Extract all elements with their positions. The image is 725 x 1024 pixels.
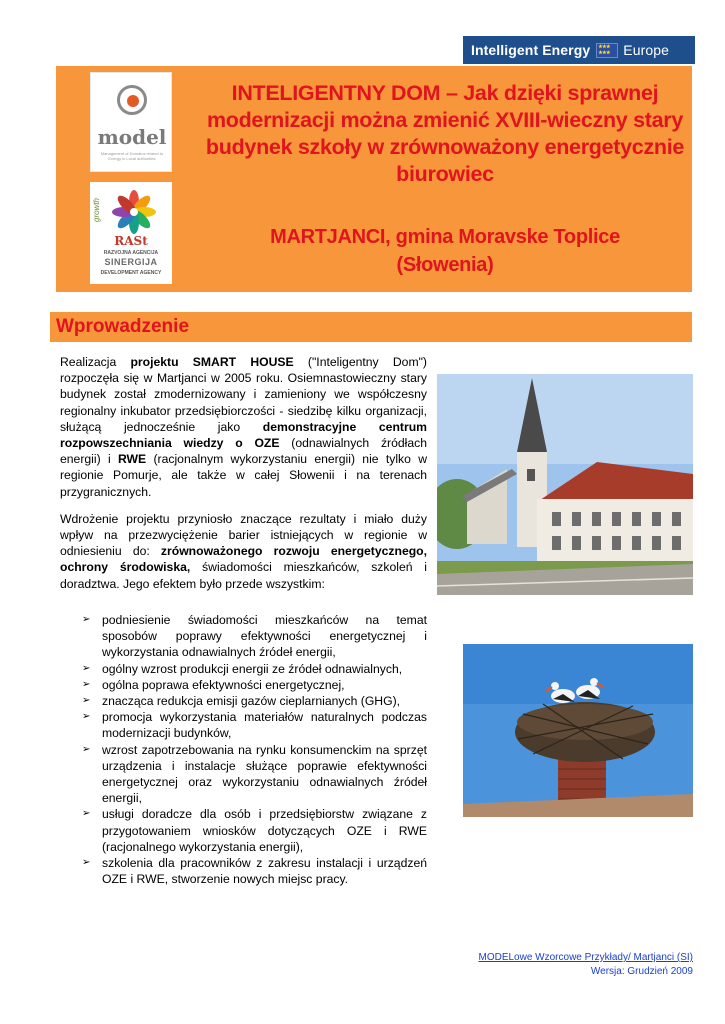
list-item xyxy=(82,709,427,741)
ras-flower-icon xyxy=(110,188,158,236)
ras-logo-name: RASt xyxy=(114,234,148,248)
list-item-text: usługi doradcze dla osób i przedsiębiorstw związane z przygotowaniem wniosków dotyczących OZE i RWE (racjonalnego wykorzystania energii), xyxy=(102,807,427,854)
list-item xyxy=(82,661,427,677)
sustainability-phrase: zrównoważonego rozwoju energetycznego, ochrony środowiska, xyxy=(60,544,427,575)
page-subtitle xyxy=(200,223,690,279)
intro-paragraph-1 xyxy=(60,354,427,500)
page-title: INTELIGENTNY DOM – Jak dzięki sprawnej modernizacji można zmienić XVIII-wieczny stary budynek szkoły w zrównoważony energetycznie biurowiec xyxy=(205,81,685,186)
model-logo xyxy=(90,72,172,172)
list-item xyxy=(82,677,427,693)
intro-text-run: ("Inteligentny Dom") rozpoczęła się w Martjanci w 2005 roku. Osiemnastowieczny stary budynek został zmodernizowany i zamieniony we współczesny regionalny inkubator przedsiębiorczości - siedzibę kilku organizacji, służącą jednocześnie jako xyxy=(60,355,427,434)
list-item-text: promocja wykorzystania materiałów naturalnych podczas modernizacji budynków, xyxy=(102,710,427,741)
list-item xyxy=(82,693,427,709)
model-logo-dot-icon xyxy=(127,95,139,107)
model-logo-word: model xyxy=(97,125,167,149)
list-item xyxy=(82,855,427,887)
list-item xyxy=(82,612,427,661)
ras-logo-growth: growth xyxy=(92,197,101,222)
list-item xyxy=(82,806,427,855)
model-logo-tagline: Management of Domains related to Energy in Local authorities xyxy=(100,151,164,161)
iee-region: Europe xyxy=(623,42,670,58)
arrow-bullet-icon: ➢ xyxy=(82,614,91,625)
eu-flag-icon xyxy=(596,43,618,58)
ras-logo-line3: DEVELOPMENT AGENCY xyxy=(100,270,162,276)
list-item-text: wzrost zapotrzebowania na rynku konsumenckim na sprzęt urządzenia i instalacje służące poprawie efektywności energetycznej oraz wykorzystaniu odnawialnych źródeł energii, xyxy=(102,742,427,806)
rwe-term: RWE xyxy=(117,452,147,467)
arrow-bullet-icon: ➢ xyxy=(82,711,91,723)
list-item-text: ogólny wzrost produkcji energii ze źródeł odnawialnych, xyxy=(102,661,403,676)
list-item-text: podniesienie świadomości mieszkańców na temat sposobów poprawy efektywności energetycznej i wykorzystania odnawialnych źródeł energii, xyxy=(102,613,427,660)
list-item-text: znacząca redukcja emisji gazów cieplarnianych (GHG), xyxy=(102,694,401,709)
arrow-bullet-icon: ➢ xyxy=(82,743,91,755)
arrow-bullet-icon: ➢ xyxy=(82,857,91,869)
project-name: projektu SMART HOUSE xyxy=(130,355,294,369)
intro-text xyxy=(60,354,427,603)
footer-link[interactable]: MODELowe Wzorcowe Przykłady/ Martjanci (SI) xyxy=(478,952,693,963)
results-list xyxy=(82,612,427,887)
ras-logo-line1: RAZVOJNA AGENCIJA xyxy=(103,250,159,256)
intro-paragraph-2 xyxy=(60,511,427,592)
intro-text-run: (odnawialnych źródłach energii) i xyxy=(60,436,428,467)
arrow-bullet-icon: ➢ xyxy=(82,662,91,674)
iee-banner xyxy=(463,36,695,64)
arrow-bullet-icon: ➢ xyxy=(82,678,91,690)
ras-logo-line2: SINERGIJA xyxy=(104,257,158,267)
location-line1: MARTJANCI, gmina Moravske Toplice xyxy=(270,226,620,248)
intro-text-run: Realizacja xyxy=(60,355,131,369)
footer-version: Wersja: Grudzień 2009 xyxy=(590,966,693,977)
list-item-text: ogólna poprawa efektywności energetycznej, xyxy=(102,677,345,692)
page-footer xyxy=(479,951,694,979)
list-item-text: szkolenia dla pracowników z zakresu instalacji i urządzeń OZE i RWE, stworzenie nowych miejsc pracy. xyxy=(102,856,427,887)
intro-text-run: świadomości mieszkańców, szkoleń i doradztwa. Jego efektem było przede wszystkim: xyxy=(60,560,428,591)
iee-brand: Intelligent Energy xyxy=(471,42,591,58)
arrow-bullet-icon: ➢ xyxy=(82,695,91,707)
ras-logo xyxy=(90,182,172,284)
list-item xyxy=(82,742,427,807)
section-title: Wprowadzenie xyxy=(56,316,190,337)
arrow-bullet-icon: ➢ xyxy=(82,808,91,820)
intro-text-run: Wdrożenie projektu przyniosło znaczące rezultaty i miało duży wpływ na przezwyciężenie barier istniejących w regionie w odniesieniu do: xyxy=(60,511,427,559)
storks-nest-photo xyxy=(463,644,693,817)
intro-text-run: (racjonalnym wykorzystaniu energii) nie tylko w regionie Pomurje, ale także w całej Słowenii i na terenach przygranicznych. xyxy=(60,452,428,499)
location-line2: (Słowenia) xyxy=(396,254,494,276)
church-building-photo xyxy=(437,374,693,595)
demo-centre-phrase: demonstracyjne centrum rozpowszechniania wiedzy o OZE xyxy=(60,419,427,451)
